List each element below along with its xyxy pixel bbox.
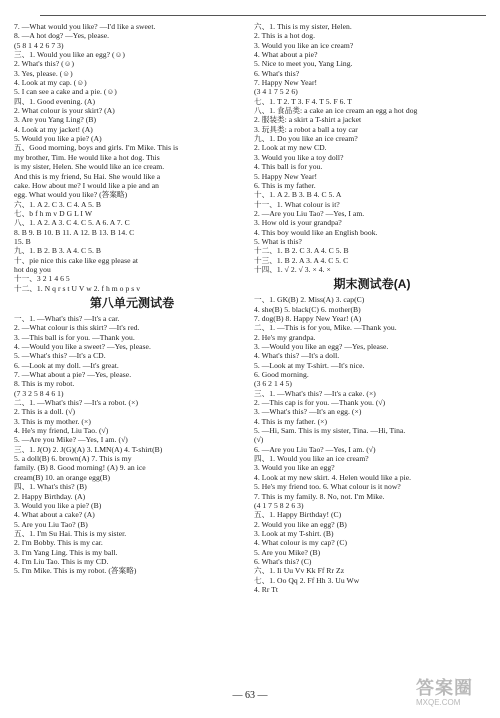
answer-line: 一、1. —What's this? —It's a car. <box>14 313 120 323</box>
answer-line: 4. Look at my cap. (☺) <box>14 78 87 88</box>
answer-line: 六、1. This is my sister, Helen. <box>254 22 352 31</box>
answer-line: 4. This boy would like an English book. <box>254 227 378 237</box>
answer-line: 5. —Are you Mike? —Yes, I am. (√) <box>14 435 128 445</box>
answer-line: 4. What's this? —It's a doll. <box>254 351 340 361</box>
answer-line: 5. I'm Mike. This is my robot. (答案略) <box>14 566 137 576</box>
section-title: 第八单元测试卷 <box>89 295 175 310</box>
answer-line: 四、1. What's this? (B) <box>14 482 87 492</box>
answer-line: 4. Look at my jacket! (A) <box>14 124 93 134</box>
answer-line: cake. How about me? I would like a pie and an <box>14 180 160 190</box>
answer-line: 2. This is a hot dog. <box>254 31 316 41</box>
watermark-main: 答案圈 <box>416 678 473 698</box>
answer-line: 8. B 9. B 10. B 11. A 12. B 13. B 14. C <box>14 227 135 237</box>
answer-line: 3. Would you like an egg? <box>254 463 335 473</box>
answer-line: 5. Happy New Year! <box>254 171 318 181</box>
answer-line: 五、1. I'm Su Hai. This is my sister. <box>14 528 127 538</box>
answer-line: 二、1. —This is for you, Mike. —Thank you. <box>254 323 397 333</box>
answer-line: 4. Rr Tt <box>254 584 279 594</box>
answer-line: 2. —Are you Liu Tao? —Yes, I am. <box>254 208 365 218</box>
answer-line: 5. He's my friend too. 6. What colour is it now? <box>254 482 401 492</box>
answer-line: 3. Would you like a toy doll? <box>254 152 344 162</box>
answer-line: 5. Would you like a pie? (A) <box>14 134 102 144</box>
answer-line: 4. Look at my new skirt. 4. Helen would like a pie. <box>254 472 412 482</box>
answer-line: 七、1. T 2. T 3. F 4. T 5. F 6. T <box>254 96 352 106</box>
answer-line: my brother, Tim. He would like a hot dog. This <box>14 152 160 162</box>
answer-line: 二、1. —What's this? —It's a robot. (×) <box>14 398 139 408</box>
answer-line: 5. Are you Liu Tao? (B) <box>14 519 88 529</box>
answer-line: 5. —What's this? —It's a CD. <box>14 351 106 361</box>
answer-line: 5. Are you Mike? (B) <box>254 547 321 557</box>
answer-line: 5. Nice to meet you, Yang Ling. <box>254 59 353 69</box>
answer-line: 4. What colour is my cap? (C) <box>254 538 348 548</box>
answer-line: 九、1. B 2. B 3. A 4. C 5. B <box>14 246 101 256</box>
answer-line: 5. a doll(B) 6. brown(A) 7. This is my <box>14 454 132 464</box>
answer-line: 5. —Look at my T-shirt. —It's nice. <box>254 360 365 370</box>
answer-line: 6. What's this? <box>254 68 300 78</box>
answer-line: 8. This is my robot. <box>14 379 75 389</box>
answer-line: 6. This is my father. <box>254 180 316 190</box>
page-number: — 63 — <box>232 690 268 701</box>
answer-line: family. (B) 8. Good morning! (A) 9. an ice <box>14 463 146 473</box>
answer-line: 3. —This ball is for you. —Thank you. <box>14 332 135 342</box>
answer-line: 3. —What's this? —It's an egg. (×) <box>254 407 362 417</box>
answer-line: 3. I'm Yang Ling. This is my ball. <box>14 547 118 557</box>
answer-line: 3. Would you like a pie? (B) <box>14 500 102 510</box>
answer-line: 三、1. —What's this? —It's a cake. (×) <box>254 388 376 398</box>
answer-line: 7. dog(B) 8. Happy New Year! (A) <box>254 313 362 323</box>
answer-line: 2. Would you like an egg? (B) <box>254 519 347 529</box>
answer-line: 五、1. Happy Birthday! (C) <box>254 510 342 520</box>
answer-line: (√) <box>254 435 264 445</box>
answer-line: 2. —This cap is for you. —Thank you. (√) <box>254 398 386 408</box>
answer-line: 2. Look at my new CD. <box>254 143 327 153</box>
answer-line: 4. —Would you like a sweet? —Yes, please. <box>14 342 151 351</box>
answer-line: 九、1. Do you like an ice cream? <box>254 134 358 144</box>
answer-line: hot dog you <box>14 264 51 274</box>
answer-line: 3. Yes, please. (☺) <box>14 68 73 78</box>
answer-line: 十一、3 2 1 4 6 5 <box>14 274 70 284</box>
answer-line: 6. Good morning. <box>254 370 309 380</box>
top-rule <box>40 15 486 16</box>
section-title: 期末测试卷(A) <box>333 277 411 292</box>
answer-line: 7. Happy New Year! <box>254 78 318 88</box>
answer-line: 八、1. A 2. A 3. C 4. C 5. A 6. A 7. C <box>14 218 130 228</box>
answer-line: 8. —A hot dog? —Yes, please. <box>14 31 110 41</box>
answer-line: 2. —What colour is this skirt? —It's red. <box>14 323 140 333</box>
answer-line: 3. How old is your grandpa? <box>254 218 342 228</box>
answer-line: 3. Look at my T-shirt. (B) <box>254 528 334 538</box>
answer-line: 十、1. A 2. B 3. B 4. C 5. A <box>254 190 342 200</box>
answer-line: 四、1. Would you like an ice cream? <box>254 454 369 464</box>
answer-line: (3 6 2 1 4 5) <box>254 379 292 389</box>
answer-line: 2. I'm Bobby. This is my car. <box>14 538 103 548</box>
answer-line: (5 8 1 4 2 6 7 3) <box>14 40 64 50</box>
answer-line: 十、pie nice this cake like egg please at <box>14 255 139 265</box>
answer-line: 4. she(B) 5. black(C) 6. mother(B) <box>254 304 361 314</box>
answer-line: 七、1. Oo Qq 2. Ff Hh 3. Uu Ww <box>254 575 360 585</box>
answer-line: is my sister, Helen. She would like an ice cream. <box>14 162 165 172</box>
answer-line: 2. He's my grandpa. <box>254 332 316 342</box>
answer-line: 15. B <box>14 236 31 246</box>
answer-line: 7. —What would you like? —I'd like a sweet. <box>14 22 156 31</box>
answer-line: 十二、1. N q r s t U V w 2. f h m o p s v <box>14 283 141 293</box>
answer-line: 6. —Are you Liu Tao? —Yes, I am. (√) <box>254 444 376 454</box>
answer-line: 十二、1. B 2. C 3. A 4. C 5. B <box>254 246 349 256</box>
answer-line: 十三、1. B 2. A 3. A 4. C 5. C <box>254 255 349 265</box>
left-column <box>14 22 250 576</box>
answer-line: 3. Would you like an ice cream? <box>254 40 354 50</box>
answer-line: 八、1. 食品类: a cake an ice cream an egg a hot dog <box>254 106 418 116</box>
answer-line: 4. What about a cake? (A) <box>14 510 95 520</box>
answer-line: 6. —Look at my doll. —It's great. <box>14 360 119 370</box>
answer-line: 7. —What about a pie? —Yes, please. <box>14 370 132 380</box>
watermark-url: MXQE.COM <box>416 698 461 707</box>
right-column <box>254 22 490 594</box>
answer-line: (3 4 1 7 5 2 6) <box>254 87 298 97</box>
answer-line: 2. This is a doll. (√) <box>14 407 76 417</box>
answer-line: And this is my friend, Su Hai. She would like a <box>14 171 161 181</box>
watermark-logo <box>416 678 494 714</box>
answer-line: 5. What is this? <box>254 236 302 246</box>
answer-line: egg. What would you like? (答案略) <box>14 190 128 200</box>
answer-line: cream(B) 10. an orange egg(B) <box>14 472 111 482</box>
answer-line: 2. What's this? (☺) <box>14 59 75 69</box>
answer-line: (7 3 2 5 8 4 6 1) <box>14 388 64 398</box>
answer-line: 十四、1. √ 2. √ 3. × 4. × <box>254 264 331 274</box>
answer-line: 四、1. Good evening. (A) <box>14 96 96 106</box>
answer-line: (4 1 7 5 8 2 6 3) <box>254 500 304 510</box>
answer-line: 3. —Would you like an egg? —Yes, please. <box>254 342 389 351</box>
answer-line: 五、Good morning, boys and girls. I'm Mike. This is <box>14 143 179 153</box>
answer-line: 2. What colour is your skirt? (A) <box>14 106 115 116</box>
answer-line: 5. I can see a cake and a pie. (☺) <box>14 87 117 97</box>
answer-line: 六、1. Ii Uu Vv Kk Ff Rr Zz <box>254 566 345 576</box>
answer-line: 4. What about a pie? <box>254 50 318 60</box>
answer-line: 4. This is my father. (×) <box>254 416 328 426</box>
answer-line: 一、1. GK(B) 2. Miss(A) 3. cap(C) <box>254 295 365 305</box>
answer-line: 3. Are you Yang Ling? (B) <box>14 115 97 125</box>
answer-line: 十一、1. What colour is it? <box>254 199 340 209</box>
answer-line: 三、1. J(O) 2. J(G)(A) 3. LMN(A) 4. T-shirt(B) <box>14 444 163 454</box>
answer-line: 6. What's this? (C) <box>254 556 312 566</box>
answer-line: 3. 玩具类: a robot a ball a toy car <box>254 124 358 134</box>
answer-line: 7. This is my family. 8. No, not. I'm Mike. <box>254 491 385 501</box>
answer-line: 2. Happy Birthday. (A) <box>14 491 86 501</box>
answer-line: 三、1. Would you like an egg? (☺) <box>14 50 125 60</box>
answer-line: 3. This is my mother. (×) <box>14 416 91 426</box>
answer-line: 5. —Hi, Sam. This is my sister, Tina. —Hi, Tina. <box>254 426 406 436</box>
answer-line: 2. 服装类: a skirt a T-shirt a jacket <box>254 115 362 125</box>
answer-line: 六、1. A 2. C 3. C 4. A 5. B <box>14 199 101 209</box>
answer-line: 4. I'm Liu Tao. This is my CD. <box>14 556 109 566</box>
answer-line: 4. This ball is for you. <box>254 162 323 172</box>
answer-line: 4. He's my friend, Liu Tao. (√) <box>14 426 109 436</box>
answer-line: 七、b f h m v D G L I W <box>14 208 93 218</box>
